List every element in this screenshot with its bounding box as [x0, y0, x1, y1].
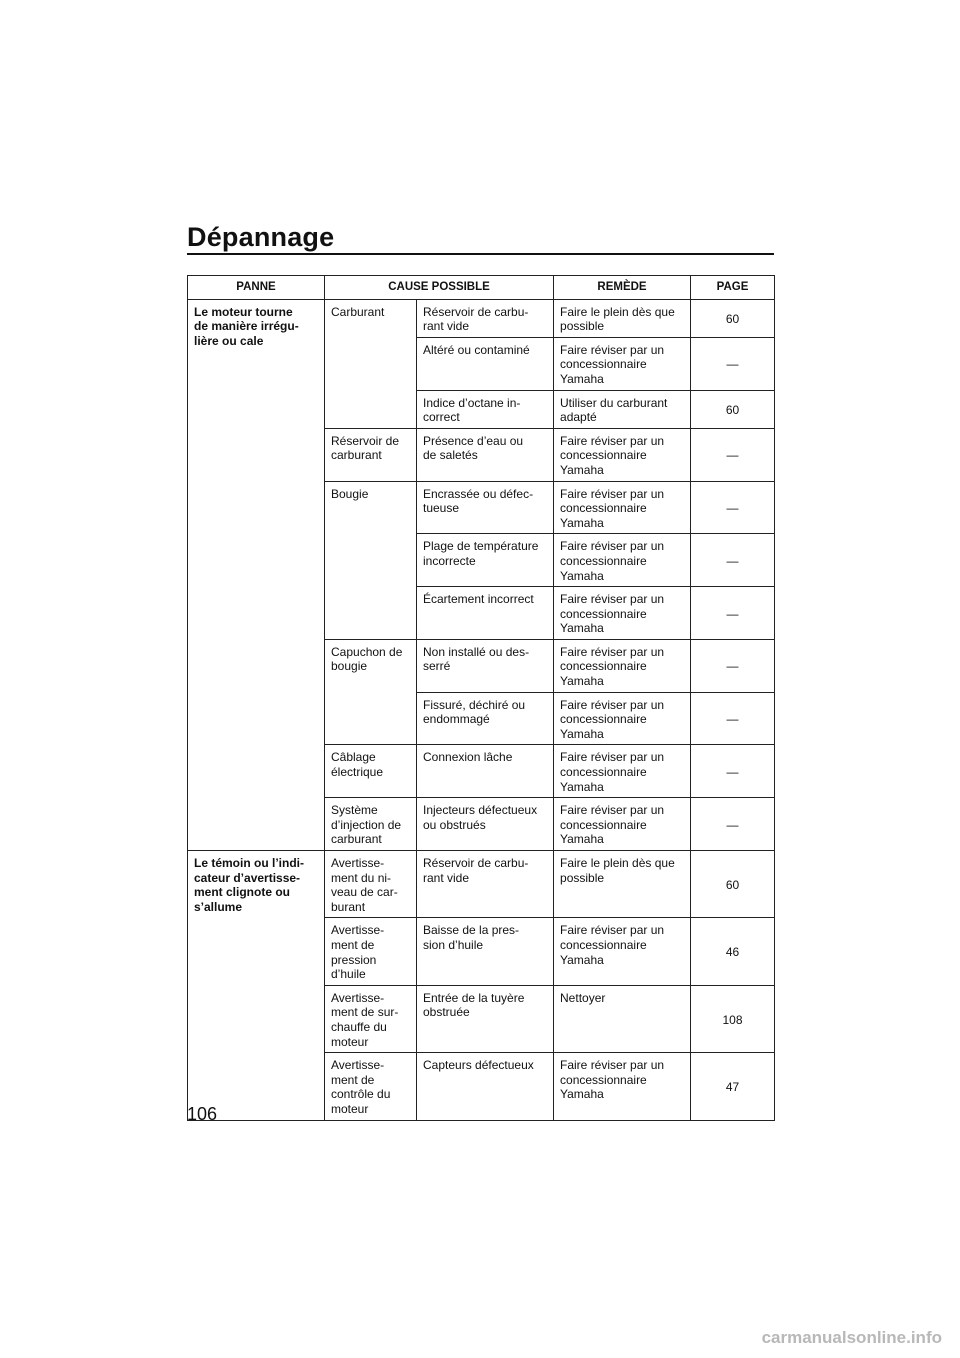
page-ref-cell: 46: [691, 918, 775, 985]
table-row: [188, 851, 775, 918]
page-ref-cell: —: [691, 639, 775, 692]
cause-detail-cell: Altéré ou contaminé: [417, 337, 554, 390]
remede-cell: Faire réviser par un concessionnaire Yamaha: [554, 798, 691, 851]
cause-cell: Avertisse- ment de pression d’huile: [325, 918, 417, 985]
cause-detail-cell: Encrassée ou défec- tueuse: [417, 481, 554, 534]
remede-cell: Faire réviser par un concessionnaire Yamaha: [554, 534, 691, 587]
cause-cell: Bougie: [325, 481, 417, 639]
cause-detail-cell: Réservoir de carbu- rant vide: [417, 299, 554, 337]
cause-detail-cell: Fissuré, déchiré ou endommagé: [417, 692, 554, 745]
remede-cell: Faire le plein dès que possible: [554, 299, 691, 337]
page-ref-cell: 60: [691, 390, 775, 428]
cause-detail-cell: Indice d’octane in- correct: [417, 390, 554, 428]
page-ref-cell: —: [691, 692, 775, 745]
page-title: Dépannage: [187, 222, 335, 252]
page-ref-cell: —: [691, 798, 775, 851]
panne-cell: Le moteur tourne de manière irrégu- lière ou cale: [188, 299, 325, 850]
remede-cell: Faire réviser par un concessionnaire Yamaha: [554, 918, 691, 985]
page-ref-cell: —: [691, 587, 775, 640]
panne-cell: Le témoin ou l’indi- cateur d’avertisse- ment clignote ou s’allume: [188, 851, 325, 1121]
remede-cell: Faire le plein dès que possible: [554, 851, 691, 918]
title-divider: [187, 253, 774, 255]
page-number: 106: [187, 1104, 218, 1124]
troubleshooting-table: [187, 275, 775, 1121]
remede-cell: Utiliser du carburant adapté: [554, 390, 691, 428]
cause-cell: Avertisse- ment de contrôle du moteur: [325, 1053, 417, 1120]
remede-cell: Faire réviser par un concessionnaire Yamaha: [554, 639, 691, 692]
column-header-remede: REMÈDE: [554, 276, 691, 300]
cause-detail-cell: Baisse de la pres- sion d’huile: [417, 918, 554, 985]
remede-cell: Nettoyer: [554, 985, 691, 1052]
cause-detail-cell: Plage de température incorrecte: [417, 534, 554, 587]
cause-cell: Avertisse- ment du ni- veau de car- burant: [325, 851, 417, 918]
column-header-page: PAGE: [691, 276, 775, 300]
page-ref-cell: —: [691, 481, 775, 534]
column-header-cause: CAUSE POSSIBLE: [325, 276, 554, 300]
cause-cell: Capuchon de bougie: [325, 639, 417, 745]
cause-detail-cell: Présence d’eau ou de saletés: [417, 428, 554, 481]
column-header-panne: PANNE: [188, 276, 325, 300]
page-ref-cell: —: [691, 337, 775, 390]
cause-detail-cell: Entrée de la tuyère obstruée: [417, 985, 554, 1052]
remede-cell: Faire réviser par un concessionnaire Yamaha: [554, 428, 691, 481]
table-header-row: [188, 276, 775, 300]
watermark: carmanualsonline.info: [761, 1328, 942, 1347]
remede-cell: Faire réviser par un concessionnaire Yamaha: [554, 587, 691, 640]
page-ref-cell: 108: [691, 985, 775, 1052]
cause-cell: Carburant: [325, 299, 417, 428]
remede-cell: Faire réviser par un concessionnaire Yamaha: [554, 337, 691, 390]
cause-cell: Réservoir de carburant: [325, 428, 417, 481]
table-row: [188, 299, 775, 337]
remede-cell: Faire réviser par un concessionnaire Yamaha: [554, 745, 691, 798]
page-ref-cell: 47: [691, 1053, 775, 1120]
cause-cell: Câblage électrique: [325, 745, 417, 798]
remede-cell: Faire réviser par un concessionnaire Yamaha: [554, 481, 691, 534]
cause-detail-cell: Non installé ou des- serré: [417, 639, 554, 692]
page-ref-cell: —: [691, 745, 775, 798]
cause-detail-cell: Connexion lâche: [417, 745, 554, 798]
cause-cell: Avertisse- ment de sur- chauffe du moteur: [325, 985, 417, 1052]
cause-cell: Système d’injection de carburant: [325, 798, 417, 851]
cause-detail-cell: Capteurs défectueux: [417, 1053, 554, 1120]
page-ref-cell: —: [691, 534, 775, 587]
remede-cell: Faire réviser par un concessionnaire Yamaha: [554, 692, 691, 745]
cause-detail-cell: Réservoir de carbu- rant vide: [417, 851, 554, 918]
page-ref-cell: 60: [691, 851, 775, 918]
cause-detail-cell: Écartement incorrect: [417, 587, 554, 640]
remede-cell: Faire réviser par un concessionnaire Yamaha: [554, 1053, 691, 1120]
page-ref-cell: 60: [691, 299, 775, 337]
page-ref-cell: —: [691, 428, 775, 481]
cause-detail-cell: Injecteurs défectueux ou obstrués: [417, 798, 554, 851]
table-body: [188, 299, 775, 1120]
